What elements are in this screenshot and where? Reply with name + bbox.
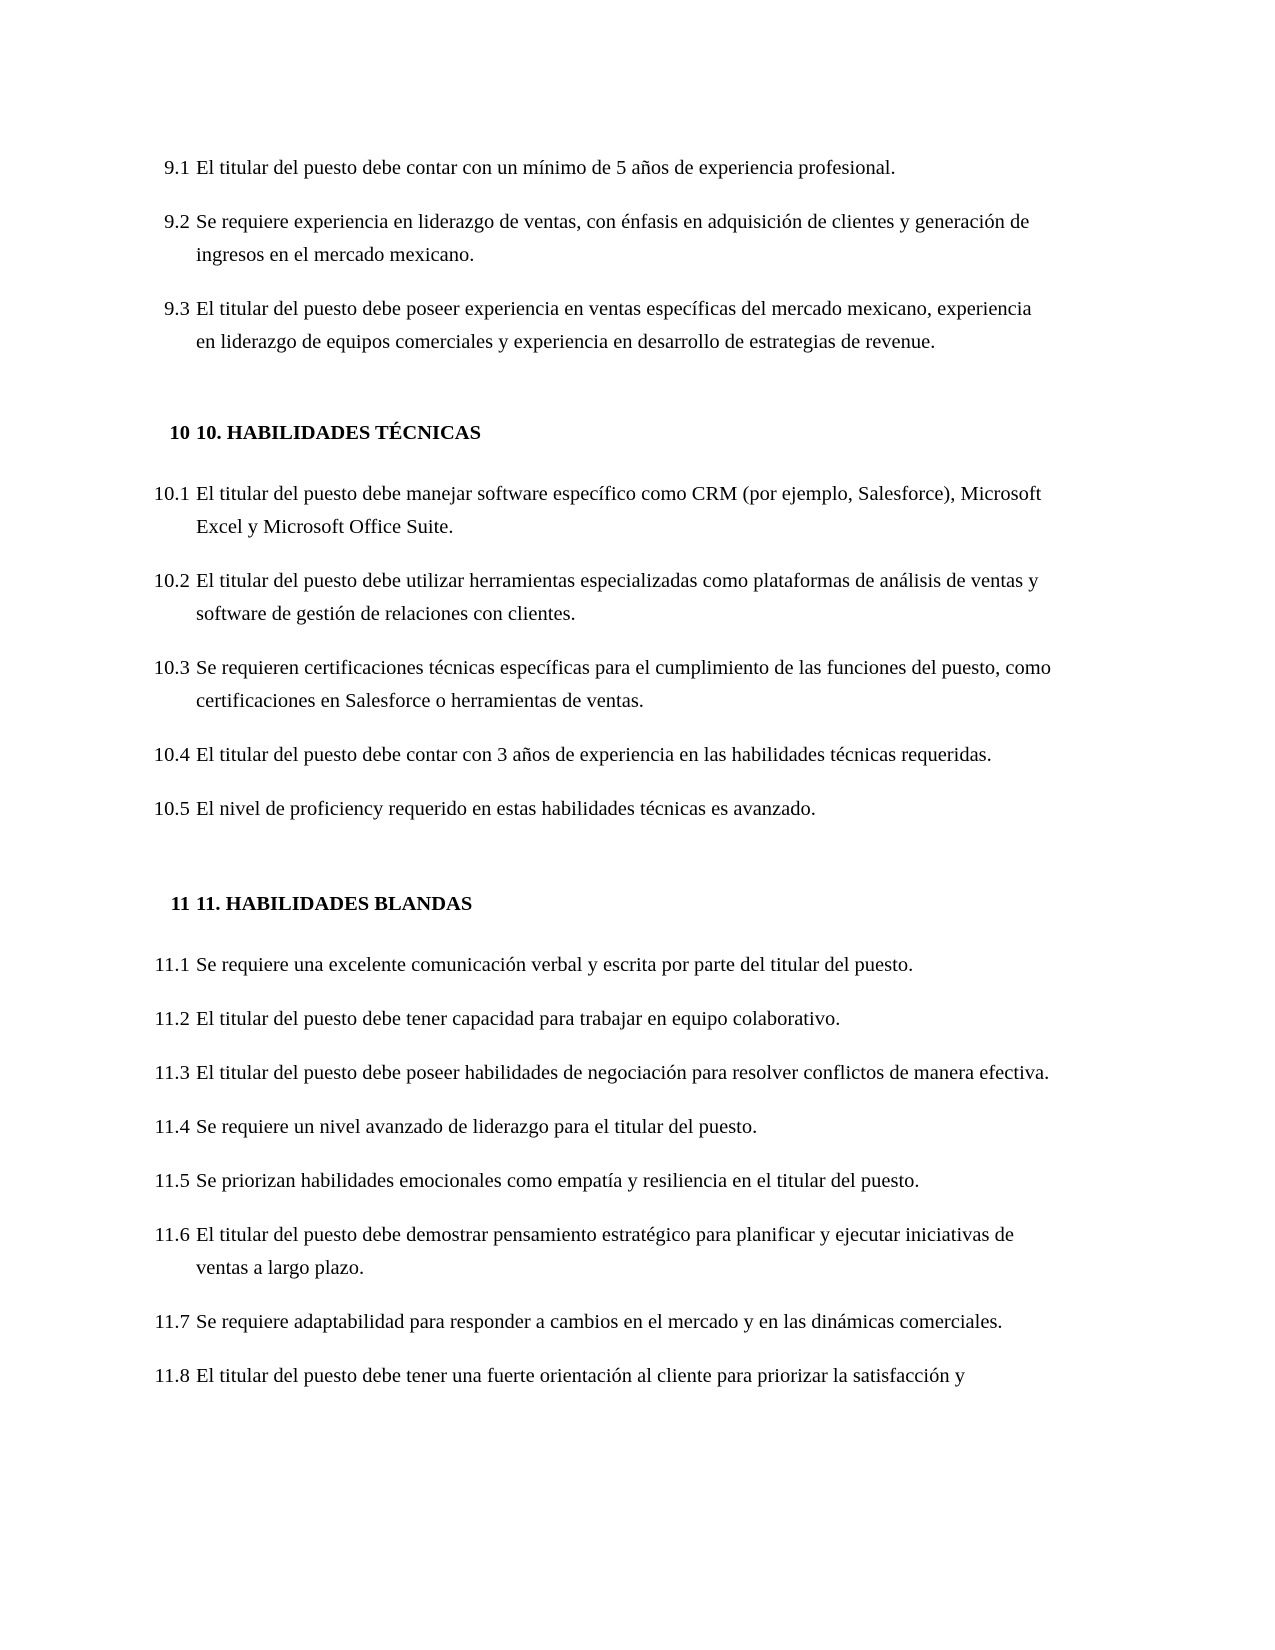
clause-item (133, 1165, 1053, 1198)
clause-text: Se requiere experiencia en liderazgo de ventas, con énfasis en adquisición de clientes y generación de ingresos en el mercado mexicano. (196, 211, 1030, 266)
clause-number: 11.3 (154, 1062, 190, 1084)
clause-number: 10.5 (153, 798, 190, 820)
clause-number: 11.2 (154, 1008, 190, 1030)
clause-text: El nivel de proficiency requerido en estas habilidades técnicas es avanzado. (196, 798, 816, 820)
clause-text: El titular del puesto debe contar con un mínimo de 5 años de experiencia profesional. (196, 157, 896, 179)
clause-item (133, 1057, 1053, 1090)
clause-number: 10.2 (153, 570, 190, 592)
clause-text: Se requiere adaptabilidad para responder a cambios en el mercado y en las dinámicas comerciales. (196, 1311, 1003, 1333)
clause-item (133, 565, 1053, 631)
clause-item (133, 152, 1053, 185)
clause-number: 9.3 (164, 298, 190, 320)
clause-text: El titular del puesto debe manejar software específico como CRM (por ejemplo, Salesforce), Microsoft Excel y Microsoft Office Suite. (196, 483, 1042, 538)
clause-number: 11.8 (154, 1365, 190, 1387)
clause-item (133, 478, 1053, 544)
clause-item (133, 1306, 1053, 1339)
clause-text: Se requiere una excelente comunicación verbal y escrita por parte del titular del puesto. (196, 954, 914, 976)
clause-item (133, 293, 1053, 359)
clause-text: Se requiere un nivel avanzado de liderazgo para el titular del puesto. (196, 1116, 758, 1138)
clause-item (133, 793, 1053, 826)
clause-number: 10.1 (153, 483, 190, 505)
clause-text: El titular del puesto debe tener una fuerte orientación al cliente para priorizar la satisfacción y (196, 1365, 965, 1387)
clause-item (133, 739, 1053, 772)
clause-item (133, 206, 1053, 272)
section-heading-text: 11. HABILIDADES BLANDAS (196, 893, 473, 915)
clause-item (133, 1360, 1053, 1393)
clause-number: 9.1 (164, 157, 190, 179)
clause-text: El titular del puesto debe contar con 3 años de experiencia en las habilidades técnicas requeridas. (196, 744, 992, 766)
section-heading-number: 11 (170, 893, 190, 915)
clause-number: 11.7 (154, 1311, 190, 1333)
clause-text: Se priorizan habilidades emocionales como empatía y resiliencia en el titular del puesto. (196, 1170, 920, 1192)
clause-number: 11.4 (154, 1116, 190, 1138)
section-heading-text: 10. HABILIDADES TÉCNICAS (196, 422, 481, 444)
clause-item (133, 652, 1053, 718)
clause-text: El titular del puesto debe poseer experiencia en ventas específicas del mercado mexicano, experiencia en liderazgo de equipos comerciales y experiencia en desarrollo de estrategias de revenue. (196, 298, 1032, 353)
clause-item (133, 1219, 1053, 1285)
section-heading (133, 888, 1053, 921)
clause-number: 11.1 (154, 954, 190, 976)
clause-number: 11.5 (154, 1170, 190, 1192)
clause-text: El titular del puesto debe demostrar pensamiento estratégico para planificar y ejecutar iniciativas de ventas a largo plazo. (196, 1224, 1014, 1279)
document-body (133, 152, 1053, 1414)
clause-number: 11.6 (154, 1224, 190, 1246)
clause-item (133, 1003, 1053, 1036)
clause-number: 10.3 (153, 657, 190, 679)
clause-item (133, 1111, 1053, 1144)
clause-text: El titular del puesto debe tener capacidad para trabajar en equipo colaborativo. (196, 1008, 841, 1030)
clause-text: Se requieren certificaciones técnicas específicas para el cumplimiento de las funciones del puesto, como certificaciones en Salesforce o herramientas de ventas. (196, 657, 1051, 712)
clause-number: 9.2 (164, 211, 190, 233)
section-heading-number: 10 (169, 422, 190, 444)
clause-item (133, 949, 1053, 982)
clause-number: 10.4 (153, 744, 190, 766)
clause-text: El titular del puesto debe poseer habilidades de negociación para resolver conflictos de manera efectiva. (196, 1062, 1050, 1084)
clause-text: El titular del puesto debe utilizar herramientas especializadas como plataformas de análisis de ventas y software de gestión de relaciones con clientes. (196, 570, 1039, 625)
section-heading (133, 417, 1053, 450)
